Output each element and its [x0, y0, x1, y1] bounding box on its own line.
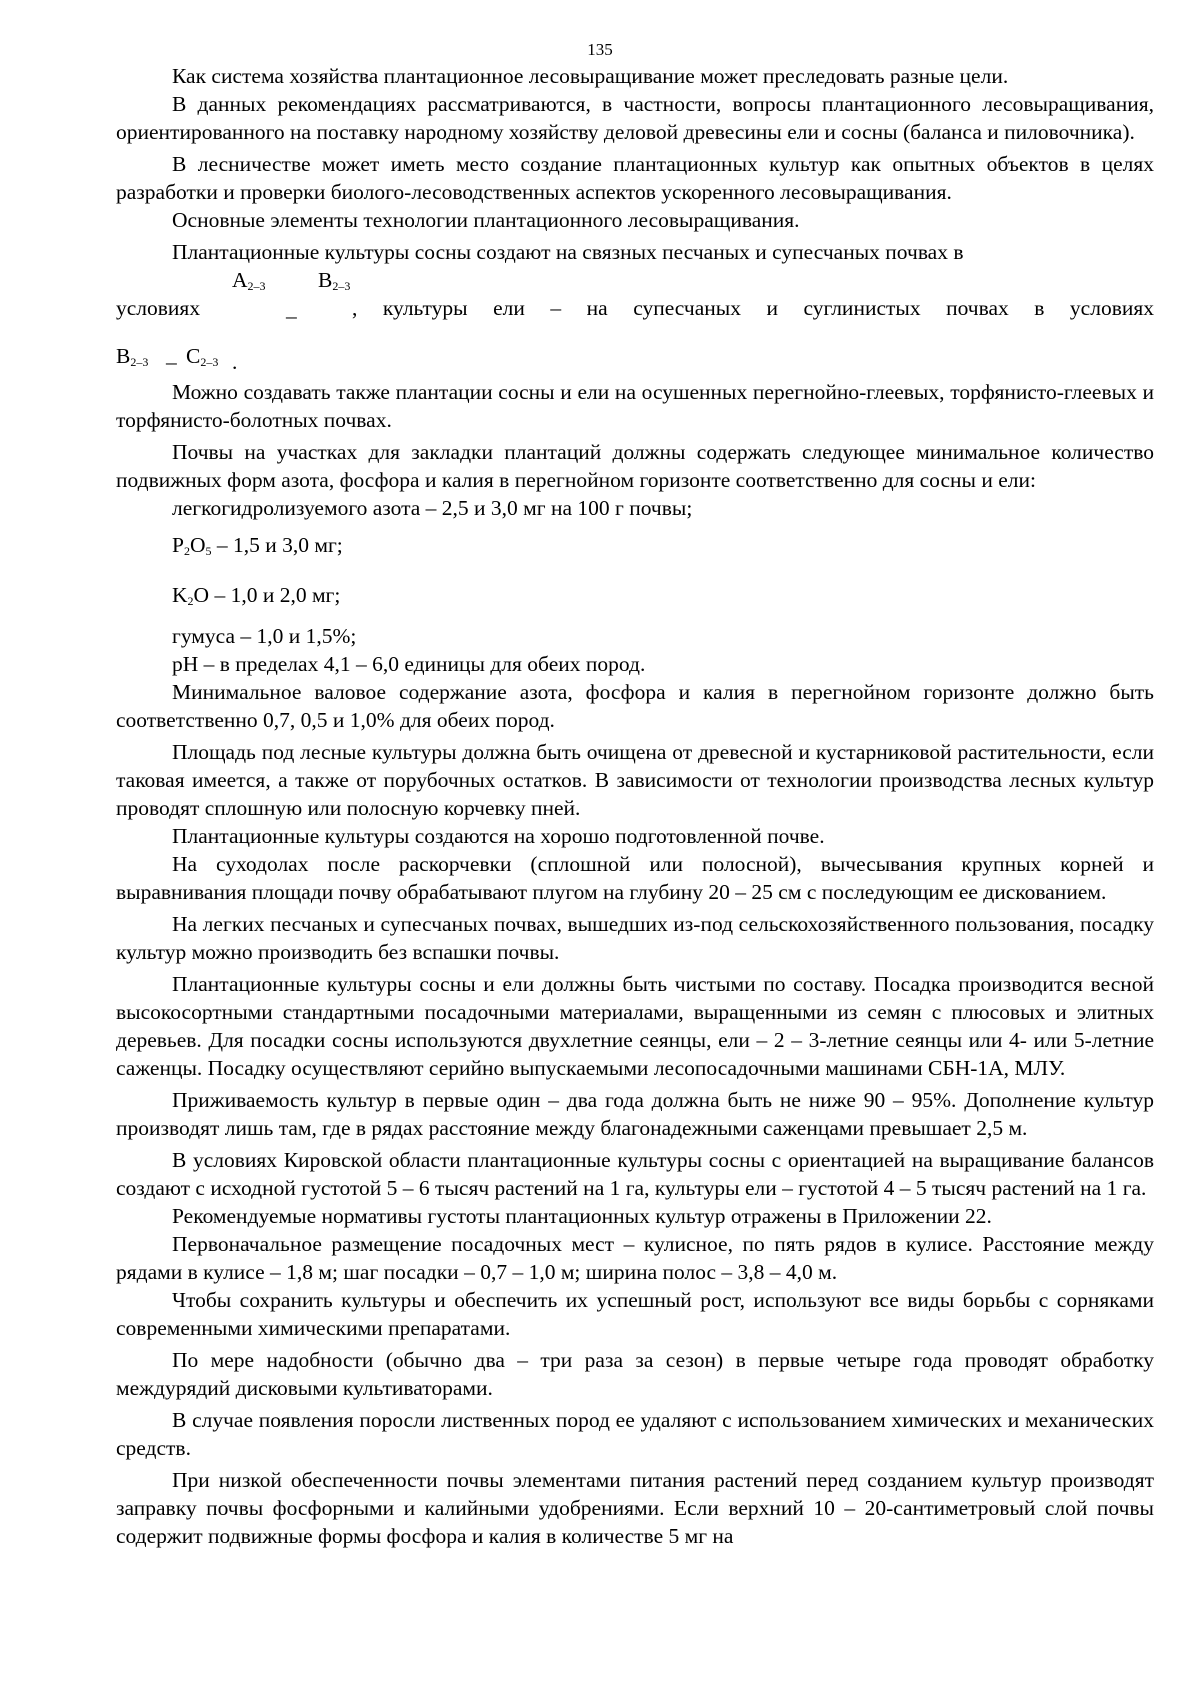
formula-a23: $A_{2-3}$	[232, 268, 266, 293]
paragraph: Как система хозяйства плантационное лесовыращивание может преследовать разные цели.	[172, 64, 1009, 88]
formula-k2o: $K_2O$	[172, 583, 210, 608]
paragraph: Минимальное валовое содержание азота, фосфора и калия в перегнойном горизонте должно быть соответственно 0,7, 0,5 и 1,0% для обеих пород.	[116, 680, 1154, 732]
paragraph: Рекомендуемые нормативы густоты плантационных культур отражены в Приложении 22.	[172, 1204, 992, 1228]
paragraph: В лесничестве может иметь место создание плантационных культур как опытных объектов в целях разработки и проверки биолого-лесоводственных аспектов ускоренного лесовыращивания.	[116, 152, 1154, 204]
paragraph: Плантационные культуры сосны и ели должны быть чистыми по составу. Посадка производится весной высокосортными стандартными посадочными материалами, выращенными из семян с плюсовых и элитных деревьев. Для посадки сосны используются двухлетние сеянцы, ели – 2 – 3-летние сеянцы или 4- или 5-летние саженцы. Посадку осуществляют серийно выпускаемыми лесопосадочными машинами СБН-1А, МЛУ.	[116, 972, 1154, 1080]
formula-c23: $C_{2-3}$	[186, 344, 219, 369]
paragraph: На легких песчаных и супесчаных почвах, вышедших из-под сельскохозяйственного пользования, посадку культур можно производить без вспашки почвы.	[116, 912, 1154, 964]
list-item: pH – в пределах 4,1 – 6,0 единицы для обеих пород.	[172, 652, 646, 676]
formula-dash: –	[166, 350, 177, 374]
formula-line	[116, 266, 1154, 338]
page-number: 135	[587, 40, 613, 59]
paragraph: В условиях Кировской области плантационные культуры сосны с ориентацией на выращивание балансов создают с исходной густотой 5 – 6 тысяч растений на 1 га, культуры ели – густотой 4 – 5 тысяч растений на 1 га.	[116, 1148, 1154, 1200]
formula-b23: $B_{2-3}$	[318, 268, 351, 293]
paragraph: Плантационные культуры создаются на хорошо подготовленной почве.	[172, 824, 825, 848]
list-item: гумуса – 1,0 и 1,5%;	[172, 624, 357, 648]
list-item: легкогидролизуемого азота – 2,5 и 3,0 мг на 100 г почвы;	[172, 496, 693, 520]
list-item: $P_2O_5 - 1,5$ и 3,0 мг;	[172, 533, 343, 558]
text-fragment: , культуры ели – на супесчаных и суглинистых почвах в условиях	[352, 296, 1154, 320]
document-body	[116, 62, 1154, 1550]
paragraph: На суходолах после раскорчевки (сплошной или полосной), вычесывания крупных корней и выравнивания площади почву обрабатывают плугом на глубину 20 – 25 см с последующим ее дискованием.	[116, 852, 1154, 904]
paragraph: Почвы на участках для закладки плантаций должны содержать следующее минимальное количество подвижных форм азота, фосфора и калия в перегнойном горизонте соответственно для сосны и ели:	[116, 440, 1154, 492]
paragraph: Чтобы сохранить культуры и обеспечить их успешный рост, используют все виды борьбы с сорняками современными химическими препаратами.	[116, 1288, 1154, 1340]
paragraph: Приживаемость культур в первые один – два года должна быть не ниже 90 – 95%. Дополнение культур производят лишь там, где в рядах расстояние между благонадежными саженцами превышает 2,5 м.	[116, 1088, 1154, 1140]
paragraph: В случае появления поросли лиственных пород ее удаляют с использованием химических и механических средств.	[116, 1408, 1154, 1460]
paragraph: Плантационные культуры сосны создают на связных песчаных и супесчаных почвах в	[172, 240, 964, 264]
paragraph: Можно создавать также плантации сосны и ели на осушенных перегнойно-глеевых, торфянисто-глеевых и торфянисто-болотных почвах.	[116, 380, 1154, 432]
formula-line	[116, 338, 1154, 374]
formula-b23: $B_{2-3}$	[116, 344, 149, 369]
paragraph: По мере надобности (обычно два – три раза за сезон) в первые четыре года проводят обработку междурядий дисковыми культиваторами.	[116, 1348, 1154, 1400]
formula-dash: –	[286, 304, 297, 328]
formula-p2o5: $P_2O_5$	[172, 533, 212, 558]
formula-dot: .	[232, 350, 238, 374]
paragraph: Первоначальное размещение посадочных мест – кулисное, по пять рядов в кулисе. Расстояние между рядами в кулисе – 1,8 м; шаг посадки – 0,7 – 1,0 м; ширина полос – 3,8 – 4,0 м.	[116, 1232, 1154, 1284]
text-fragment: условиях	[116, 296, 201, 320]
paragraph: Площадь под лесные культуры должна быть очищена от древесной и кустарниковой растительности, если таковая имеется, а также от порубочных остатков. В зависимости от технологии производства лесных культур проводят сплошную или полосную корчевку пней.	[116, 740, 1154, 820]
paragraph: В данных рекомендациях рассматриваются, в частности, вопросы плантационного лесовыращивания, ориентированного на поставку народному хозяйству деловой древесины ели и сосны (баланса и пиловочника).	[116, 92, 1154, 144]
paragraph: При низкой обеспеченности почвы элементами питания растений перед созданием культур производят заправку почвы фосфорными и калийными удобрениями. Если верхний 10 – 20-сантиметровый слой почвы содержит подвижные формы фосфора и калия в количестве 5 мг на	[116, 1468, 1154, 1548]
list-item: $K_2O - 1,0$ и 2,0 мг;	[172, 583, 341, 608]
paragraph: Основные элементы технологии плантационного лесовыращивания.	[172, 208, 800, 232]
